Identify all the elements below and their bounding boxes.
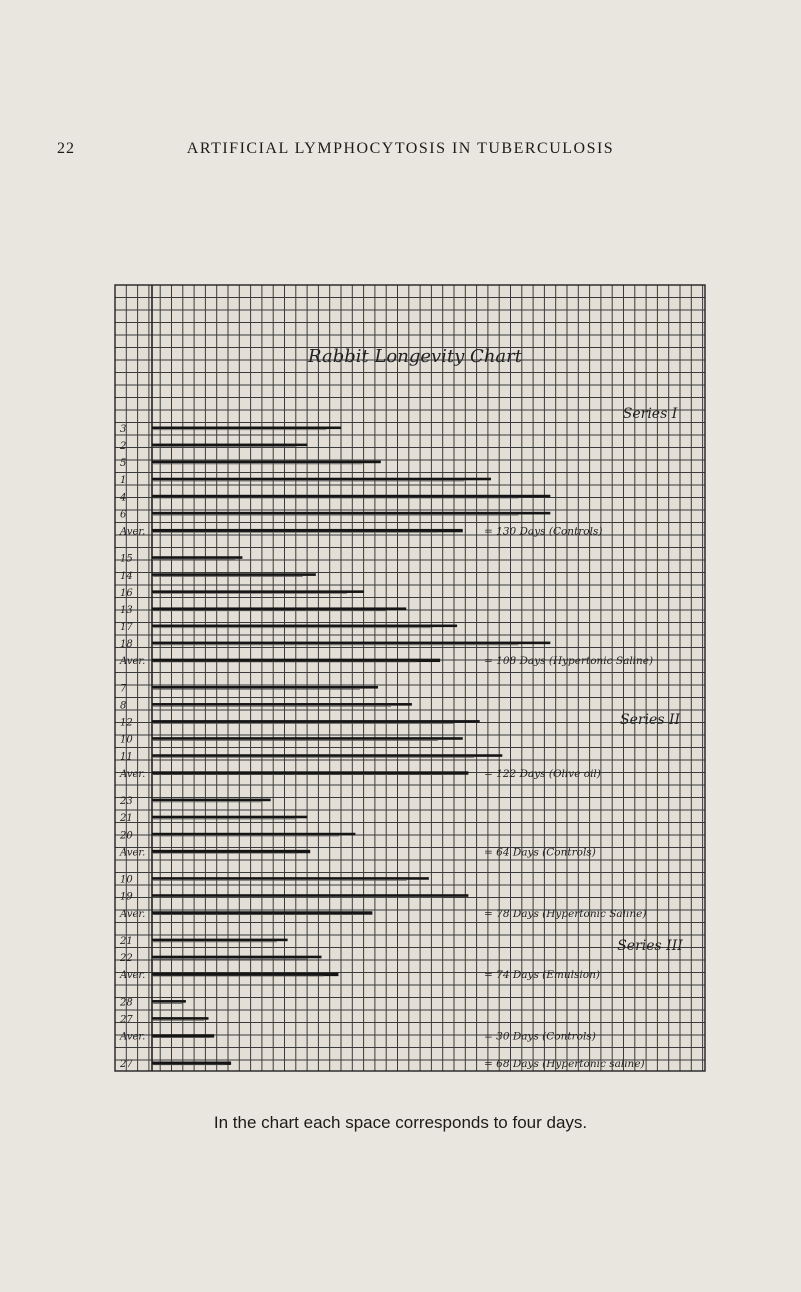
bar-row-32 [152,1017,209,1020]
average-note: = 122 Days (Olive oil) [484,767,601,780]
row-label: 1 [120,475,127,487]
chart-title: Rabbit Longevity Chart [308,346,522,367]
bar-row-11 [152,607,406,610]
average-note: = 74 Days (Emulsion) [484,969,600,982]
bar-row-7 [152,529,463,532]
figure-caption: In the chart each space corresponds to four days. [213,1113,588,1132]
row-label: Aver. [120,847,146,859]
bar-row-8 [152,556,242,559]
row-label: 3 [120,424,127,435]
row-label: 21 [120,813,133,825]
bar-row-34 [152,1062,231,1065]
bar-row-22 [152,816,307,819]
bar-row-20 [152,771,468,774]
row-label: 20 [120,830,133,842]
bar-row-9 [152,573,316,576]
series-heading: Series III [617,938,683,954]
row-label: Aver. [120,656,146,668]
bar-row-12 [152,625,457,628]
page-number: 22 [57,140,75,157]
bar-row-6 [152,512,550,515]
row-label: 18 [120,639,133,651]
bar-row-17 [152,720,480,723]
bar-row-29 [152,956,322,959]
row-label: 6 [120,509,127,521]
row-label: 19 [120,891,133,903]
bar-row-27 [152,911,372,914]
average-note: = 68 Days (Hypertonic saline) [484,1058,645,1070]
bar-row-2 [152,444,307,447]
bar-row-3 [152,461,381,464]
row-label: 28 [120,997,133,1009]
row-label: 27 [120,1059,133,1070]
series-heading: Series I [622,406,678,422]
row-label: 10 [120,734,133,746]
row-label: 10 [120,874,133,886]
bar-row-25 [152,877,429,880]
row-label: 13 [120,604,133,616]
bar-row-15 [152,686,378,689]
average-note: = 130 Days (Controls) [484,525,603,538]
row-label: 17 [120,622,133,634]
row-label: 5 [120,458,127,470]
average-note: = 30 Days (Controls) [484,1030,596,1043]
bar-row-24 [152,850,310,853]
bar-row-19 [152,754,502,757]
row-label: 2 [120,441,127,453]
average-note: = 64 Days (Controls) [484,846,596,859]
bar-row-16 [152,703,412,706]
bar-row-10 [152,590,364,593]
row-label: 4 [120,492,127,504]
row-label: 11 [120,751,133,763]
row-label: 21 [120,936,133,948]
row-label: Aver. [120,1031,146,1043]
bar-row-14 [152,659,440,662]
bar-row-26 [152,894,468,897]
bar-row-18 [152,737,463,740]
bar-row-21 [152,799,271,802]
bar-row-33 [152,1034,214,1037]
row-label: 14 [120,570,133,582]
row-label: Aver. [120,526,146,538]
bar-row-1 [152,427,341,430]
bar-row-5 [152,495,550,498]
bar-row-23 [152,833,355,836]
row-label: 16 [120,587,133,599]
row-label: Aver. [120,908,146,920]
row-label: 22 [120,953,133,965]
row-label: 23 [120,796,133,808]
row-label: 8 [120,700,127,712]
bar-row-4 [152,478,491,481]
bar-row-13 [152,642,550,645]
row-label: 27 [120,1014,133,1026]
bar-row-31 [152,1000,186,1003]
bar-row-30 [152,973,338,976]
running-head: ARTIFICIAL LYMPHOCYTOSIS IN TUBERCULOSIS [186,140,615,157]
bar-row-28 [152,939,288,942]
series-heading: Series II [619,712,681,728]
row-label: 7 [120,683,127,695]
row-label: Aver. [120,970,146,982]
row-label: Aver. [120,768,146,780]
row-label: 12 [120,717,133,729]
average-note: = 78 Days (Hypertonic Saline) [484,907,647,920]
row-label: 15 [120,553,133,565]
average-note: = 108 Days (Hypertonic Saline) [484,655,654,668]
